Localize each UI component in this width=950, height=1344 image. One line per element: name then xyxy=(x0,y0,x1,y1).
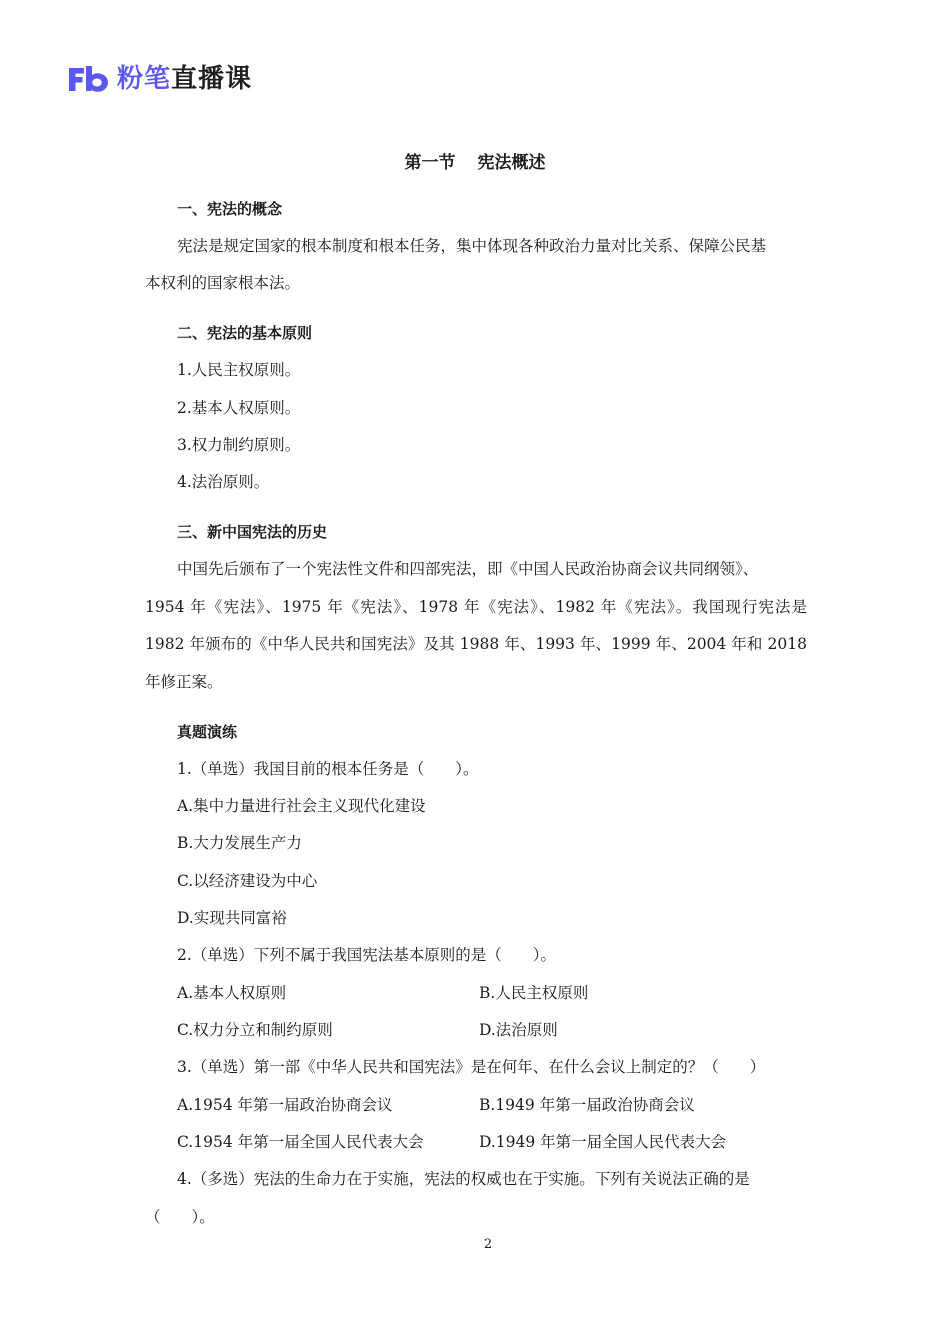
option-b: B.人民主权原则 xyxy=(479,984,589,1002)
option-d: D.法治原则 xyxy=(479,1021,558,1039)
section-name: 宪法概述 xyxy=(477,153,546,173)
question-stem: 1.（单选）我国目前的根本任务是（ ）。 xyxy=(177,760,479,778)
list-item: 3.权力制约原则。 xyxy=(177,436,301,454)
question-stem: 4.（多选）宪法的生命力在于实施，宪法的权威也在于实施。下列有关说法正确的是 xyxy=(177,1170,750,1188)
heading-history: 三、新中国宪法的历史 xyxy=(177,523,328,541)
question-stem: 2.（单选）下列不属于我国宪法基本原则的是（ ）。 xyxy=(177,946,557,964)
paragraph-line: 1954 年《宪法》、1975 年《宪法》、1978 年《宪法》、1982 年《宪法》。我国现行宪法是 xyxy=(145,598,807,616)
list-item: 1.人民主权原则。 xyxy=(177,361,301,379)
option-a: A.1954 年第一届政治协商会议 xyxy=(177,1096,393,1114)
list-item: 4.法治原则。 xyxy=(177,473,270,491)
option-c: C.以经济建设为中心 xyxy=(177,872,318,890)
question-stem: 3.（单选）第一部《中华人民共和国宪法》是在何年、在什么会议上制定的？（ ） xyxy=(177,1058,766,1076)
option-d: D.1949 年第一届全国人民代表大会 xyxy=(479,1133,727,1151)
brand-logo xyxy=(67,62,252,96)
fb-logo-icon xyxy=(67,64,111,94)
paragraph-line: 年修正案。 xyxy=(145,673,223,691)
option-b: B.大力发展生产力 xyxy=(177,834,302,852)
page-number: 2 xyxy=(483,1237,493,1252)
option-a: A.集中力量进行社会主义现代化建设 xyxy=(177,797,426,815)
question-stem-continued: （ ）。 xyxy=(145,1208,215,1226)
paragraph-line: 宪法是规定国家的根本制度和根本任务，集中体现各种政治力量对比关系、保障公民基 xyxy=(177,237,767,255)
heading-concept: 一、宪法的概念 xyxy=(177,200,283,218)
heading-practice: 真题演练 xyxy=(177,723,238,741)
paragraph-line: 本权利的国家根本法。 xyxy=(145,274,301,292)
option-c: C.权力分立和制约原则 xyxy=(177,1021,333,1039)
option-b: B.1949 年第一届政治协商会议 xyxy=(479,1096,695,1114)
heading-principles: 二、宪法的基本原则 xyxy=(177,324,313,342)
paragraph-line: 中国先后颁布了一个宪法性文件和四部宪法，即《中国人民政治协商会议共同纲领》、 xyxy=(177,560,759,578)
option-a: A.基本人权原则 xyxy=(177,984,287,1002)
paragraph-line: 1982 年颁布的《中华人民共和国宪法》及其 1988 年、1993 年、1999 年、2004 年和 2018 xyxy=(145,635,807,653)
logo-text: 粉笔直播课 xyxy=(117,64,253,94)
option-d: D.实现共同富裕 xyxy=(177,909,287,927)
section-number: 第一节 xyxy=(404,153,456,173)
list-item: 2.基本人权原则。 xyxy=(177,399,301,417)
option-c: C.1954 年第一届全国人民代表大会 xyxy=(177,1133,424,1151)
section-title xyxy=(0,148,950,173)
